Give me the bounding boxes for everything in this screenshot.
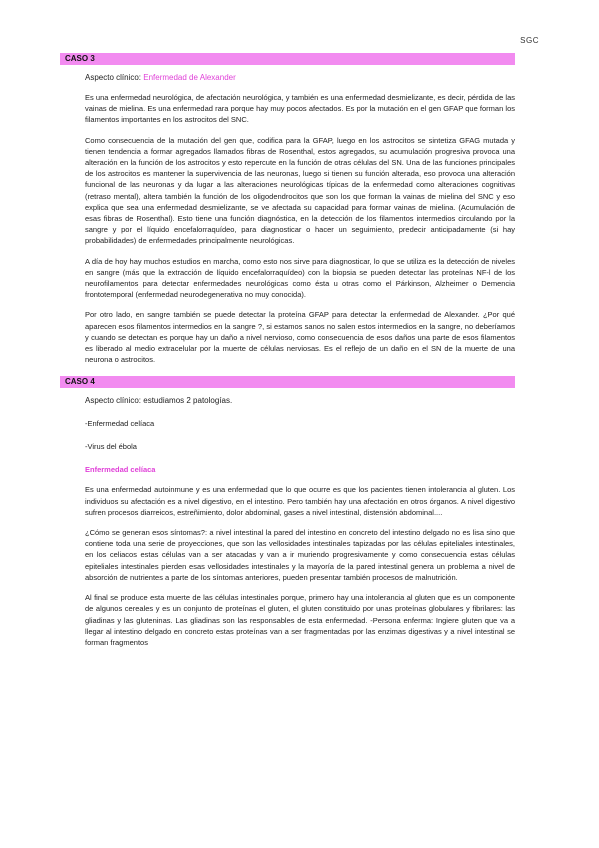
case-4-section-title: Enfermedad celíaca [85,465,156,475]
case-3-paragraph-4: Por otro lado, en sangre también se puede detectar la proteína GFAP para detectar la enfermedad de Alexander. ¿Por qué aparecen esos filamentos intermedios en la sangre ?, si estamos sanos no salen estos intermedios en la sangre, no deberíamos y cuando se detectan es porque hay un daño a nivel nervioso, como consecuencia de esos daños una parte de esos filamentos es liberado al medio extracelular por la muerte de células nerviosas. Es el reflejo de un daño en el SN de la muerte de una neurona o astrocitos. [85,310,515,365]
case-3-paragraph-2: Como consecuencia de la mutación del gen que, codifica para la GFAP, luego en los astrocitos se sintetiza GFAG mutada y tienen tendencia a formar agregados llamados fibras de Rosenthal, estos agregados, su acumulación progresiva provoca una alteración en la función de los astrocitos y esto repercute en la función de otras células del SN. Una de las funciones principales de los astrocitos es mantener la supervivencia de las neuronas, luego si tienen su función alterada, eso provoca una alteración funcional de las neuronas y da lugar a las alteraciones neurológicas típicas de la enfermedad como alteraciones cognitivas (retraso mental), altera también la función de los oligodendrocitos que son los que forman la vainas de mielina del SNC y eso explica que sea una enfermedad desmielizante, se ve afectada su capacidad para formar vainas de mielina. (Acumulación de esas fibras de Rosenthal). Esto tiene una función diagnóstica, en la detección de los filamentos intermedios circulando por la sangre y por el líquido encefalorraquídeo, para diagnosticar o hacer un seguimiento, predecir anticipadamente (si hay probabilidades) de enfermedades principalmente neurológicas. [85,135,515,246]
case-3-paragraph-3: A día de hoy hay muchos estudios en marcha, como esto nos sirve para diagnosticar, lo que se utiliza es la detección de niveles en sangre (más que la extracción de líquido encefalorraquídeo) con la biopsia se pueden detectar las proteínas NF-l de los neurofilamentos para detectar enfermedades neurológicas como ésta u otras como el Párkinson, Alzheimer o Demencia frontotemporal (enfermedad neurodegenerativa no muy conocida). [85,256,515,300]
case-4-paragraph-2: ¿Cómo se generan esos síntomas?: a nivel intestinal la pared del intestino en concreto del intestino delgado no es lisa sino que contiene toda una serie de proyecciones, que son las vellosidades intestinales tapizadas por las células epiteliales intestinales, en los celiacos estas células van a ser atacadas y van a ir muriendo progresivamente y como consecuencia estas células epiteliales intestinales pierden esas vellosidades intestinales y la mayoría de la pared intestinal genera un problema a nivel de absorción de nutrientes a parte de los síntomas anteriores, pueden presentar también procesos de malnutrición. [85,528,515,582]
case-3-aspect-value: Enfermedad de Alexander [143,73,236,82]
case-3-aspect-label: Aspecto clínico: [85,73,144,82]
case-3-paragraph-1: Es una enfermedad neurológica, de afectación neurológica, y también es una enfermedad desmielizante, es decir, pérdida de las vainas de mielina. Es una enfermedad rara porque hay muy pocos afectados. Es por la mutación en el gen GFAP que forman los filamentos importantes en los astrocitos del SNC. [85,93,515,125]
case-4-list-item-ebola: -Virus del ébola [85,442,137,452]
case-3-heading-bar: CASO 3 [60,53,515,65]
case-4-heading-bar: CASO 4 [60,376,515,388]
page-header-initials: SGC [520,36,539,45]
case-4-paragraph-3: Al final se produce esta muerte de las células intestinales porque, primero hay una intolerancia al gluten que es un componente de algunos cereales y es un conjunto de proteínas el gluten, el gluten constituido por unas proteínas globulares y fibrilares: las gliadinas y las gluteninas. Las gliadinas son las responsables de esta enfermedad. -Persona enferma: Ingiere gluten que va a llegar al intestino delgado en concreto estas proteínas van a ser fragmentadas por las enzimas digestivas y a nivel intestinal se forman fragmentos [85,593,515,647]
document-body [60,53,515,648]
case-4-aspect: Aspecto clínico: estudiamos 2 patologías. [85,396,233,406]
case-3-aspect [85,72,515,83]
case-4-list-item-celiac: -Enfermedad celíaca [85,419,155,429]
case-4-paragraph-1: Es una enfermedad autoinmune y es una enfermedad que lo que ocurre es que los pacientes tienen intolerancia al gluten. Los individuos su afectación es a nivel digestivo, en el intestino. Pero también hay una afectación en otros órganos. A nivel digestivo sufren procesos diarreicos, estreñimiento, dolor abdominal, gases a nivel intestinal, distensión abdominal.... [85,485,515,517]
